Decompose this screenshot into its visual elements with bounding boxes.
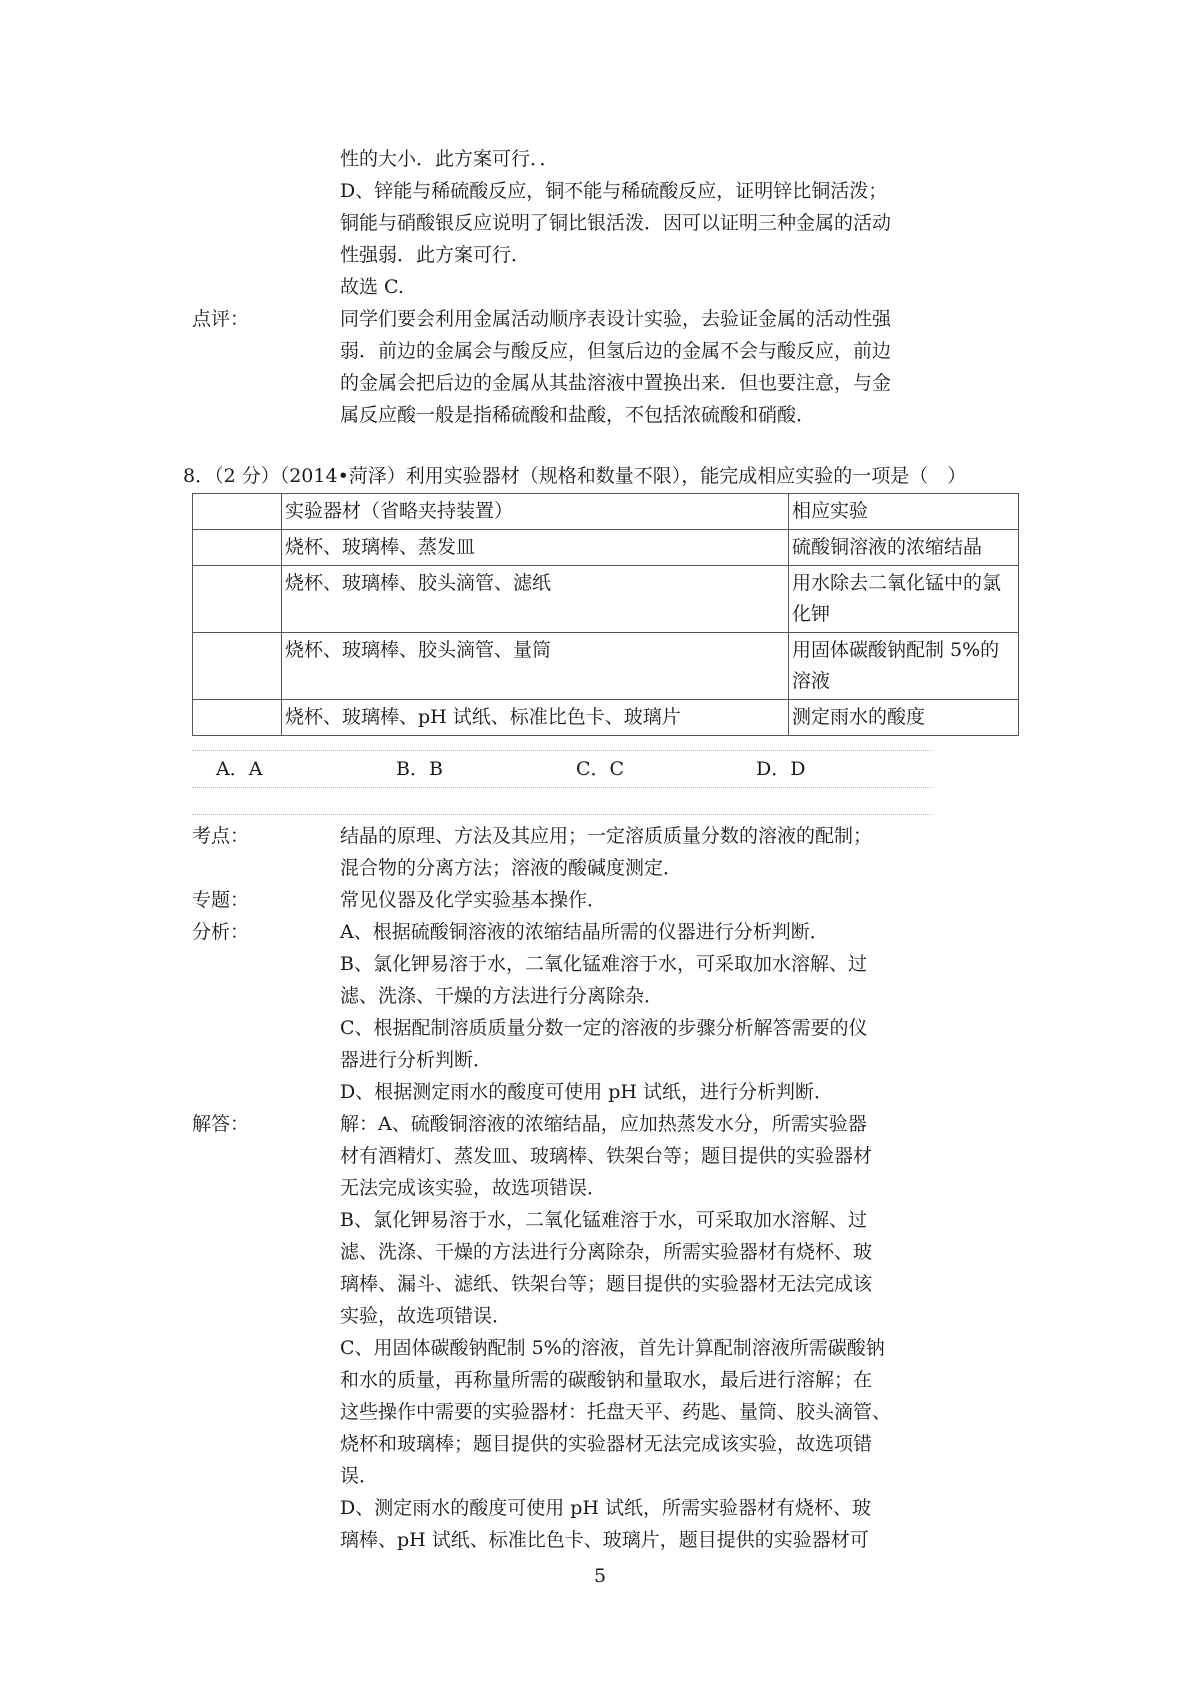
text-line: C、根据配制溶质质量分数一定的溶液的步骤分析解答需要的仪 xyxy=(340,1017,868,1039)
text-line: 性的大小．此方案可行．． xyxy=(340,148,559,170)
table-cell xyxy=(193,530,282,566)
text-line: 性强弱．此方案可行． xyxy=(340,244,531,266)
table-row xyxy=(193,530,1019,566)
table-cell: 烧杯、玻璃棒、胶头滴管、滤纸 xyxy=(282,566,789,633)
zhuanti-row xyxy=(192,884,952,916)
table-cell: 测定雨水的酸度 xyxy=(789,700,1019,736)
table-cell: 烧杯、玻璃棒、胶头滴管、量筒 xyxy=(282,633,789,700)
fenxi-row xyxy=(192,916,952,1108)
text-line: 故选 C. xyxy=(340,276,404,298)
text-line: 铜能与硝酸银反应说明了铜比银活泼．因可以证明三种金属的活动 xyxy=(340,212,892,234)
text-line: 烧杯和玻璃棒；题目提供的实验器材无法完成该实验，故选项错 xyxy=(340,1433,873,1455)
text-line: 材有酒精灯、蒸发皿、玻璃棒、铁架台等；题目提供的实验器材 xyxy=(340,1145,873,1167)
table-cell: 用固体碳酸钠配制 5%的溶液 xyxy=(789,633,1019,700)
text-line: 滤、洗涤、干燥的方法进行分离除杂，所需实验器材有烧杯、玻 xyxy=(340,1241,873,1263)
text-line: D、测定雨水的酸度可使用 pH 试纸，所需实验器材有烧杯、玻 xyxy=(340,1497,872,1519)
table-row xyxy=(193,633,1019,700)
text-line: 滤、洗涤、干燥的方法进行分离除杂． xyxy=(340,985,664,1007)
fenxi-label: 分析： xyxy=(192,921,250,943)
text-line: D、根据测定雨水的酸度可使用 pH 试纸，进行分析判断． xyxy=(340,1081,834,1103)
text-line: 常见仪器及化学实验基本操作． xyxy=(340,889,607,911)
text-line: 结晶的原理、方法及其应用；一定溶质质量分数的溶液的配制； xyxy=(340,825,873,847)
table-cell xyxy=(193,494,282,530)
kaodian-row xyxy=(192,820,952,884)
text-line: 的金属会把后边的金属从其盐溶液中置换出来．但也要注意，与金 xyxy=(340,372,892,394)
text-line: D、锌能与稀硫酸反应，铜不能与稀硫酸反应，证明锌比铜活泼； xyxy=(340,180,888,202)
text-line: 同学们要会利用金属活动顺序表设计实验，去验证金属的活动性强 xyxy=(340,308,892,330)
text-line: 解：A、硫酸铜溶液的浓缩结晶，应加热蒸发水分，所需实验器 xyxy=(340,1113,867,1135)
table-cell: 烧杯、玻璃棒、蒸发皿 xyxy=(282,530,789,566)
previous-answer-block xyxy=(192,143,952,431)
zhuanti-label: 专题： xyxy=(192,889,250,911)
page-number: 5 xyxy=(593,1565,607,1587)
table-cell: 用水除去二氧化锰中的氯化钾 xyxy=(789,566,1019,633)
kaodian-label: 考点： xyxy=(192,825,250,847)
text-line: 璃棒、漏斗、滤纸、铁架台等；题目提供的实验器材无法完成该 xyxy=(340,1273,873,1295)
table-row xyxy=(193,566,1019,633)
comment-row xyxy=(192,303,952,431)
table-row xyxy=(193,700,1019,736)
text-line: 无法完成该实验，故选项错误． xyxy=(340,1177,607,1199)
option-b: B．B xyxy=(396,758,443,780)
text-line: B、氯化钾易溶于水，二氧化锰难溶于水，可采取加水溶解、过 xyxy=(340,1209,867,1231)
text-line: 实验，故选项错误． xyxy=(340,1305,512,1327)
text-line: 器进行分析判断． xyxy=(340,1049,493,1071)
text-line: A、根据硫酸铜溶液的浓缩结晶所需的仪器进行分析判断． xyxy=(340,921,829,943)
table-cell: 相应实验 xyxy=(789,494,1019,530)
experiment-table xyxy=(192,493,1019,736)
table-header-row xyxy=(193,494,1019,530)
option-a: A．A xyxy=(216,758,263,780)
table-cell xyxy=(193,700,282,736)
text-line: B、氯化钾易溶于水，二氧化锰难溶于水，可采取加水溶解、过 xyxy=(340,953,867,975)
text-line: 这些操作中需要的实验器材：托盘天平、药匙、量筒、胶头滴管、 xyxy=(340,1401,892,1423)
jieda-label: 解答： xyxy=(192,1113,250,1135)
dotted-divider xyxy=(192,814,932,815)
table-cell: 实验器材（省略夹持装置） xyxy=(282,494,789,530)
answer-options xyxy=(192,750,932,788)
comment-label: 点评： xyxy=(192,308,250,330)
question-stem: 8．（2 分）（2014•菏泽）利用实验器材（规格和数量不限），能完成相应实验的一项是（ ） xyxy=(183,465,967,487)
option-d: D．D xyxy=(756,758,806,780)
text-line: 弱．前边的金属会与酸反应，但氢后边的金属不会与酸反应，前边 xyxy=(340,340,892,362)
text-line: C、用固体碳酸钠配制 5%的溶液，首先计算配制溶液所需碳酸钠 xyxy=(340,1337,885,1359)
text-line: 误． xyxy=(340,1465,379,1487)
text-line: 璃棒、pH 试纸、标准比色卡、玻璃片，题目提供的实验器材可 xyxy=(340,1529,869,1551)
text-line: 混合物的分离方法；溶液的酸碱度测定． xyxy=(340,857,683,879)
table-cell: 硫酸铜溶液的浓缩结晶 xyxy=(789,530,1019,566)
previous-answer-text xyxy=(340,143,940,303)
text-line: 属反应酸一般是指稀硫酸和盐酸，不包括浓硫酸和硝酸． xyxy=(340,404,816,426)
table-cell: 烧杯、玻璃棒、pH 试纸、标准比色卡、玻璃片 xyxy=(282,700,789,736)
analysis-block xyxy=(192,820,952,1556)
table-cell xyxy=(193,566,282,633)
text-line: 和水的质量，再称量所需的碳酸钠和量取水，最后进行溶解；在 xyxy=(340,1369,873,1391)
table-cell xyxy=(193,633,282,700)
option-c: C．C xyxy=(576,758,625,780)
jieda-row xyxy=(192,1108,952,1556)
